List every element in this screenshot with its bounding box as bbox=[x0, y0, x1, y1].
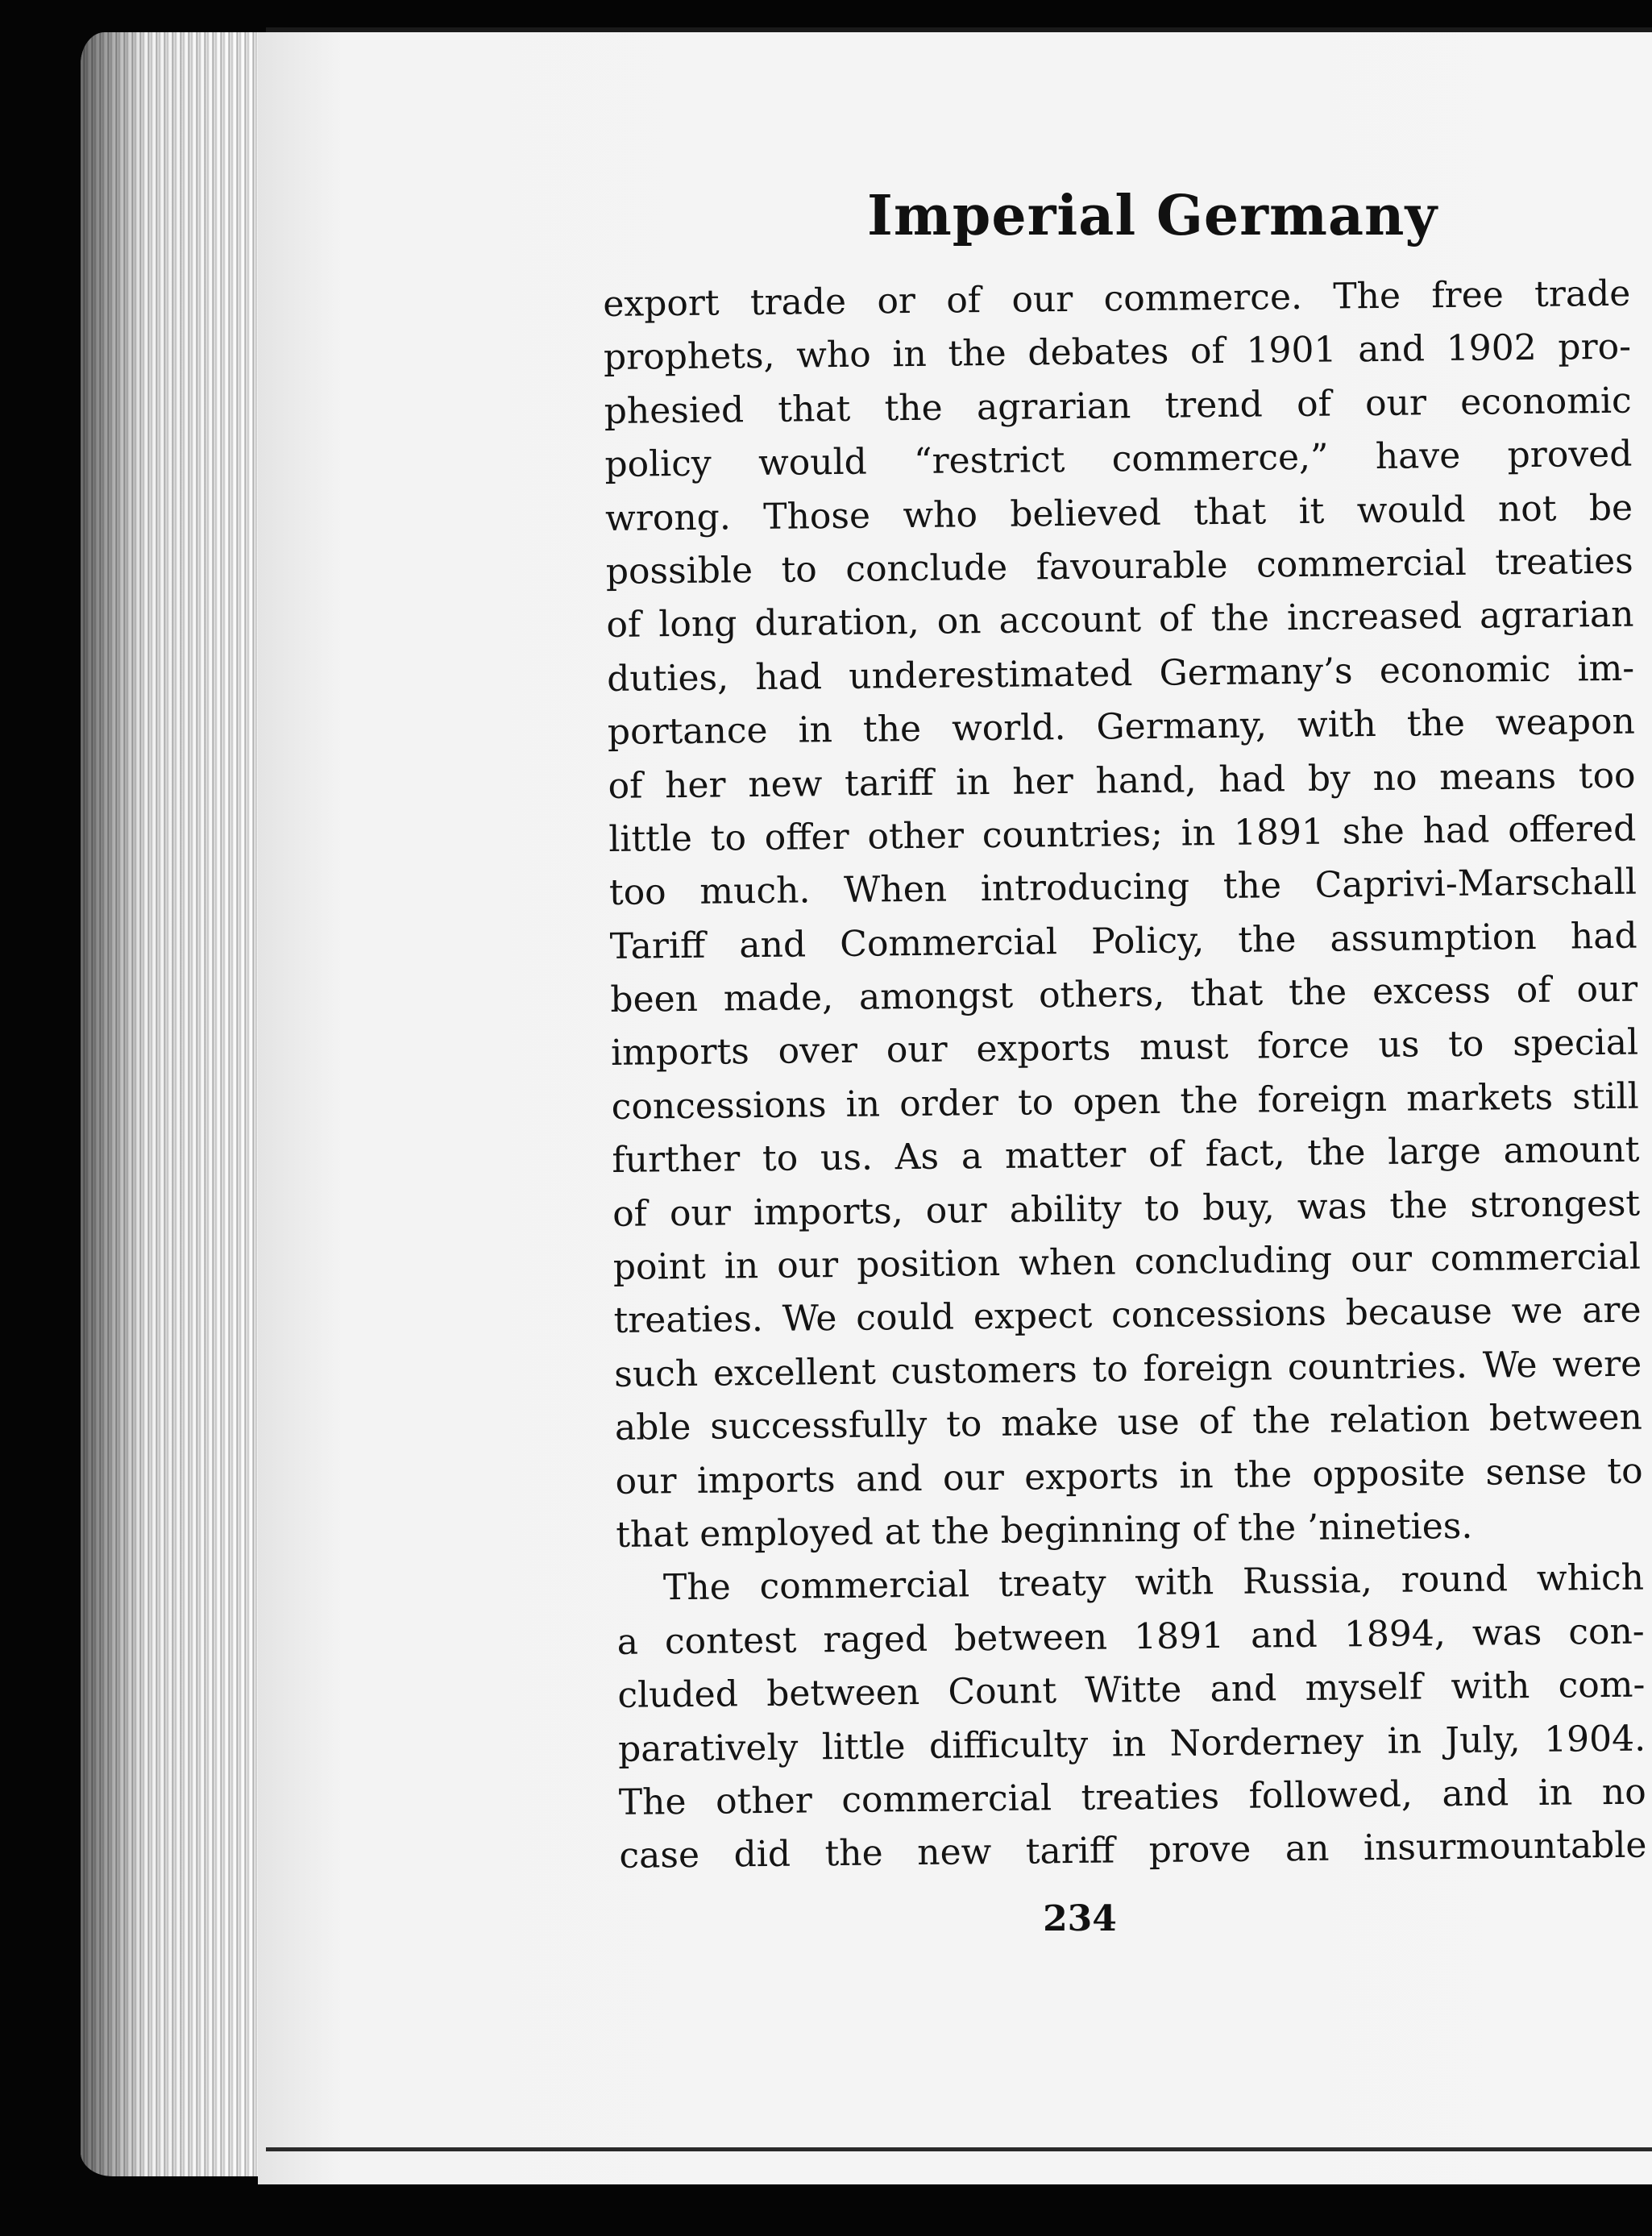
text-line: possible to conclude favourable commercial treaties bbox=[605, 540, 1634, 592]
paragraph-1 bbox=[603, 268, 1644, 1563]
text-line: a contest raged between 1891 and 1894, was con- bbox=[616, 1611, 1645, 1663]
text-line: further to us. As a matter of fact, the large amount bbox=[612, 1128, 1640, 1182]
text-line: our imports and our exports in the opposite sense to bbox=[615, 1450, 1643, 1502]
text-line: prophets, who in the debates of 1901 and 1902 pro- bbox=[603, 326, 1632, 379]
text-line: point in our position when concluding our commercial bbox=[612, 1236, 1642, 1288]
text-line: concessions in order to open the foreign markets still bbox=[611, 1075, 1639, 1128]
text-line: export trade or of our commerce. The free trade bbox=[603, 272, 1631, 325]
text-line: cluded between Count Witte and myself with com- bbox=[617, 1664, 1646, 1717]
bottom-edge-shadow bbox=[266, 2147, 1652, 2151]
text-line: case did the new tariff prove an insurmountable bbox=[619, 1824, 1647, 1877]
text-line: such excellent customers to foreign countries. We were bbox=[613, 1343, 1642, 1395]
text-line: of long duration, on account of the increased agrarian bbox=[606, 593, 1634, 646]
text-line: able successfully to make use of the relation between bbox=[614, 1396, 1643, 1449]
text-line: little to offer other countries; in 1891 she had offered bbox=[608, 808, 1637, 860]
text-line: too much. When introducing the Caprivi-Marschall bbox=[608, 861, 1637, 914]
page-number: 234 bbox=[1043, 1898, 1117, 1939]
text-line: wrong. Those who believed that it would not be bbox=[604, 487, 1633, 539]
text-line: that employed at the beginning of the ’nineties. bbox=[616, 1505, 1473, 1556]
text-line: paratively little difficulty in Norderney in July, 1904. bbox=[617, 1718, 1646, 1770]
text-line: been made, amongst others, that the excess of our bbox=[610, 968, 1638, 1021]
book-page-edges bbox=[81, 32, 266, 2176]
text-line: of our imports, our ability to buy, was the strongest bbox=[612, 1182, 1641, 1235]
top-edge-shadow bbox=[266, 27, 1652, 32]
body-text bbox=[603, 268, 1647, 1884]
text-line: phesied that the agrarian trend of our economic bbox=[604, 380, 1632, 432]
text-line: Tariff and Commercial Policy, the assumption had bbox=[609, 915, 1637, 967]
text-line: policy would “restrict commerce,” have proved bbox=[604, 433, 1633, 486]
text-line: The commercial treaty with Russia, round which bbox=[662, 1556, 1645, 1609]
text-line: imports over our exports must force us to special bbox=[610, 1022, 1639, 1074]
text-line: treaties. We could expect concessions because we are bbox=[613, 1290, 1642, 1342]
text-line: of her new tariff in her hand, had by no means too bbox=[608, 754, 1636, 807]
text-line: portance in the world. Germany, with the weapon bbox=[607, 700, 1636, 754]
running-head: Imperial Germany bbox=[867, 184, 1438, 248]
text-line: duties, had underestimated Germany’s economic im- bbox=[606, 647, 1635, 700]
paragraph-2 bbox=[616, 1552, 1647, 1884]
text-line: The other commercial treaties followed, and in no bbox=[618, 1771, 1647, 1823]
